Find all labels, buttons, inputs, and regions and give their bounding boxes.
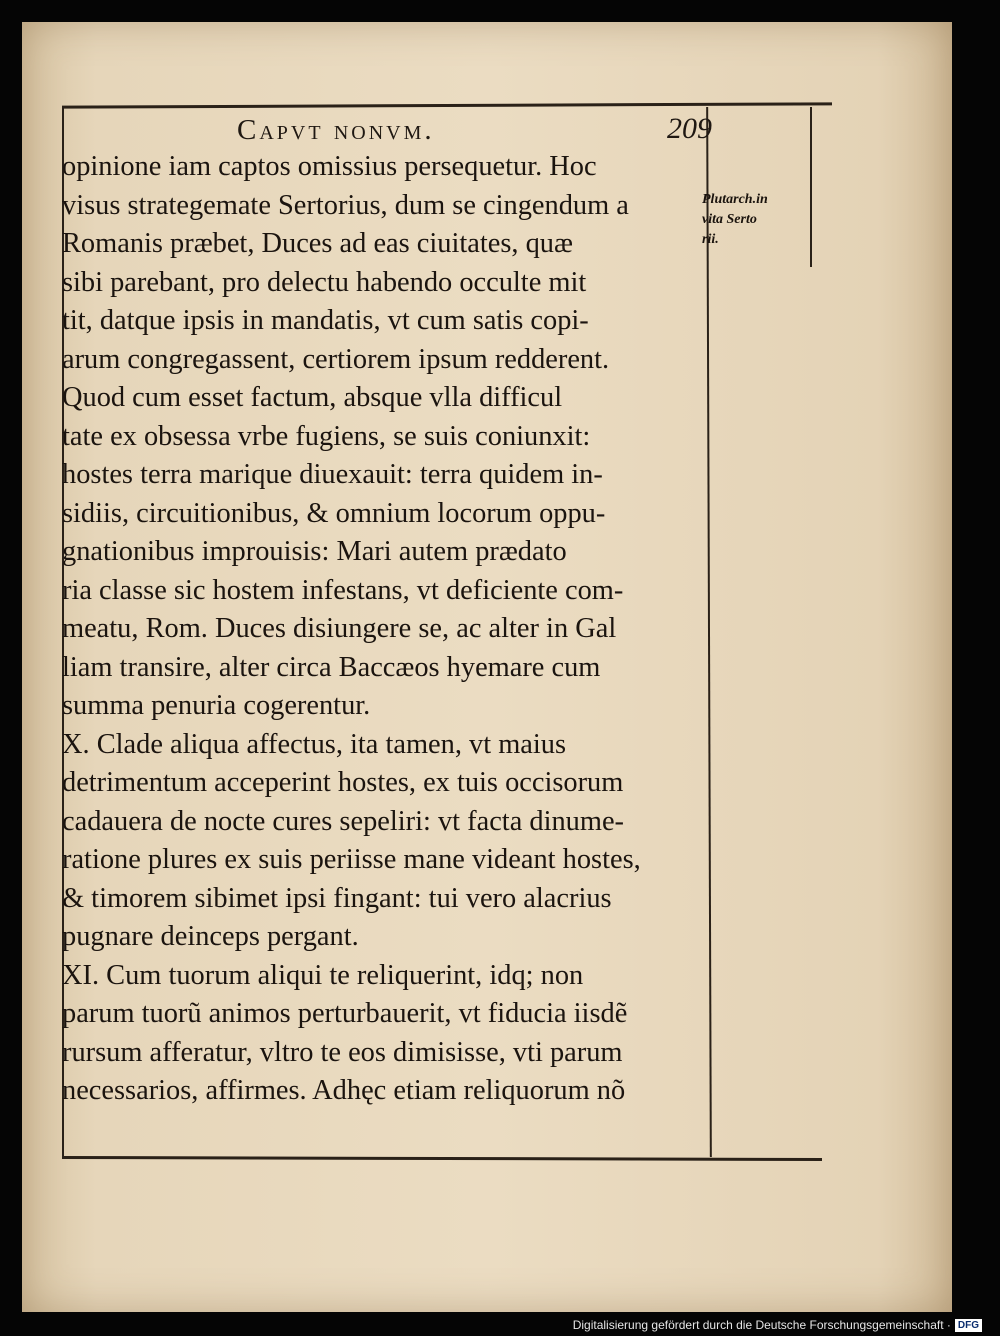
marginal-note-line: rii. (702, 232, 719, 247)
text-line: rursum afferatur, vltro te eos dimisisse, vti parum (62, 1036, 623, 1068)
marginal-note-line: Plutarch.in (702, 192, 768, 207)
text-line: Quod cum esset factum, absque vlla difficul (62, 382, 563, 413)
running-head: Capvt nonvm. (237, 114, 435, 146)
book-page (22, 22, 952, 1312)
text-line: Romanis præbet, Duces ad eas ciuitates, quæ (62, 228, 573, 259)
footer-credit: Digitalisierung gefördert durch die Deutsche Forschungsgemeinschaft · (572, 1318, 951, 1332)
text-line: & timorem sibimet ipsi fingant: tui vero alacrius (62, 882, 612, 914)
text-line: XI. Cum tuorum aliqui te reliquerint, idq; non (62, 959, 584, 991)
text-line: detrimentum acceperint hostes, ex tuis occisorum (62, 767, 624, 798)
bottom-rule (62, 1156, 822, 1161)
marginal-note (702, 190, 827, 250)
text-line: tate ex obsessa vrbe fugiens, se suis coniunxit: (62, 420, 591, 452)
text-line: necessarios, affirmes. Adhęc etiam reliquorum nõ (62, 1075, 626, 1106)
text-line: ria classe sic hostem infestans, vt deficiente com- (62, 574, 624, 606)
text-line: ratione plures ex suis periisse mane videant hostes, (62, 844, 641, 875)
text-line: gnationibus improuisis: Mari autem prædato (62, 536, 567, 567)
text-line: opinione iam captos omissius persequetur. Hoc (62, 151, 597, 182)
text-line: meatu, Rom. Duces disiungere se, ac alter in Gal (62, 613, 617, 644)
text-line: sidiis, circuitionibus, & omnium locorum oppu- (62, 497, 606, 529)
text-line: summa penuria cogerentur. (62, 690, 371, 721)
text-line: tit, datque ipsis in mandatis, vt cum satis copi- (62, 305, 589, 336)
text-line: sibi parebant, pro delectu habendo occulte mit (62, 266, 587, 298)
text-line: visus strategemate Sertorius, dum se cingendum a (62, 189, 629, 221)
text-line: pugnare deinceps pergant. (62, 921, 359, 952)
body-text (62, 148, 712, 1111)
dfg-logo-icon: DFG (955, 1319, 982, 1332)
header-rule (62, 102, 832, 108)
text-line: liam transire, alter circa Baccæos hyemare cum (62, 651, 601, 683)
text-line: arum congregassent, certiorem ipsum redderent. (62, 343, 610, 375)
page-number: 209 (667, 112, 712, 145)
text-line: parum tuorũ animos perturbauerit, vt fiducia iisdẽ (62, 998, 628, 1029)
text-line: X. Clade aliqua affectus, ita tamen, vt maius (62, 728, 567, 760)
marginal-note-line: vita Serto (702, 212, 757, 227)
digitization-footer (573, 1318, 982, 1332)
text-line: cadauera de nocte cures sepeliri: vt facta dinume- (62, 805, 625, 837)
text-line: hostes terra marique diuexauit: terra quidem in- (62, 459, 603, 490)
